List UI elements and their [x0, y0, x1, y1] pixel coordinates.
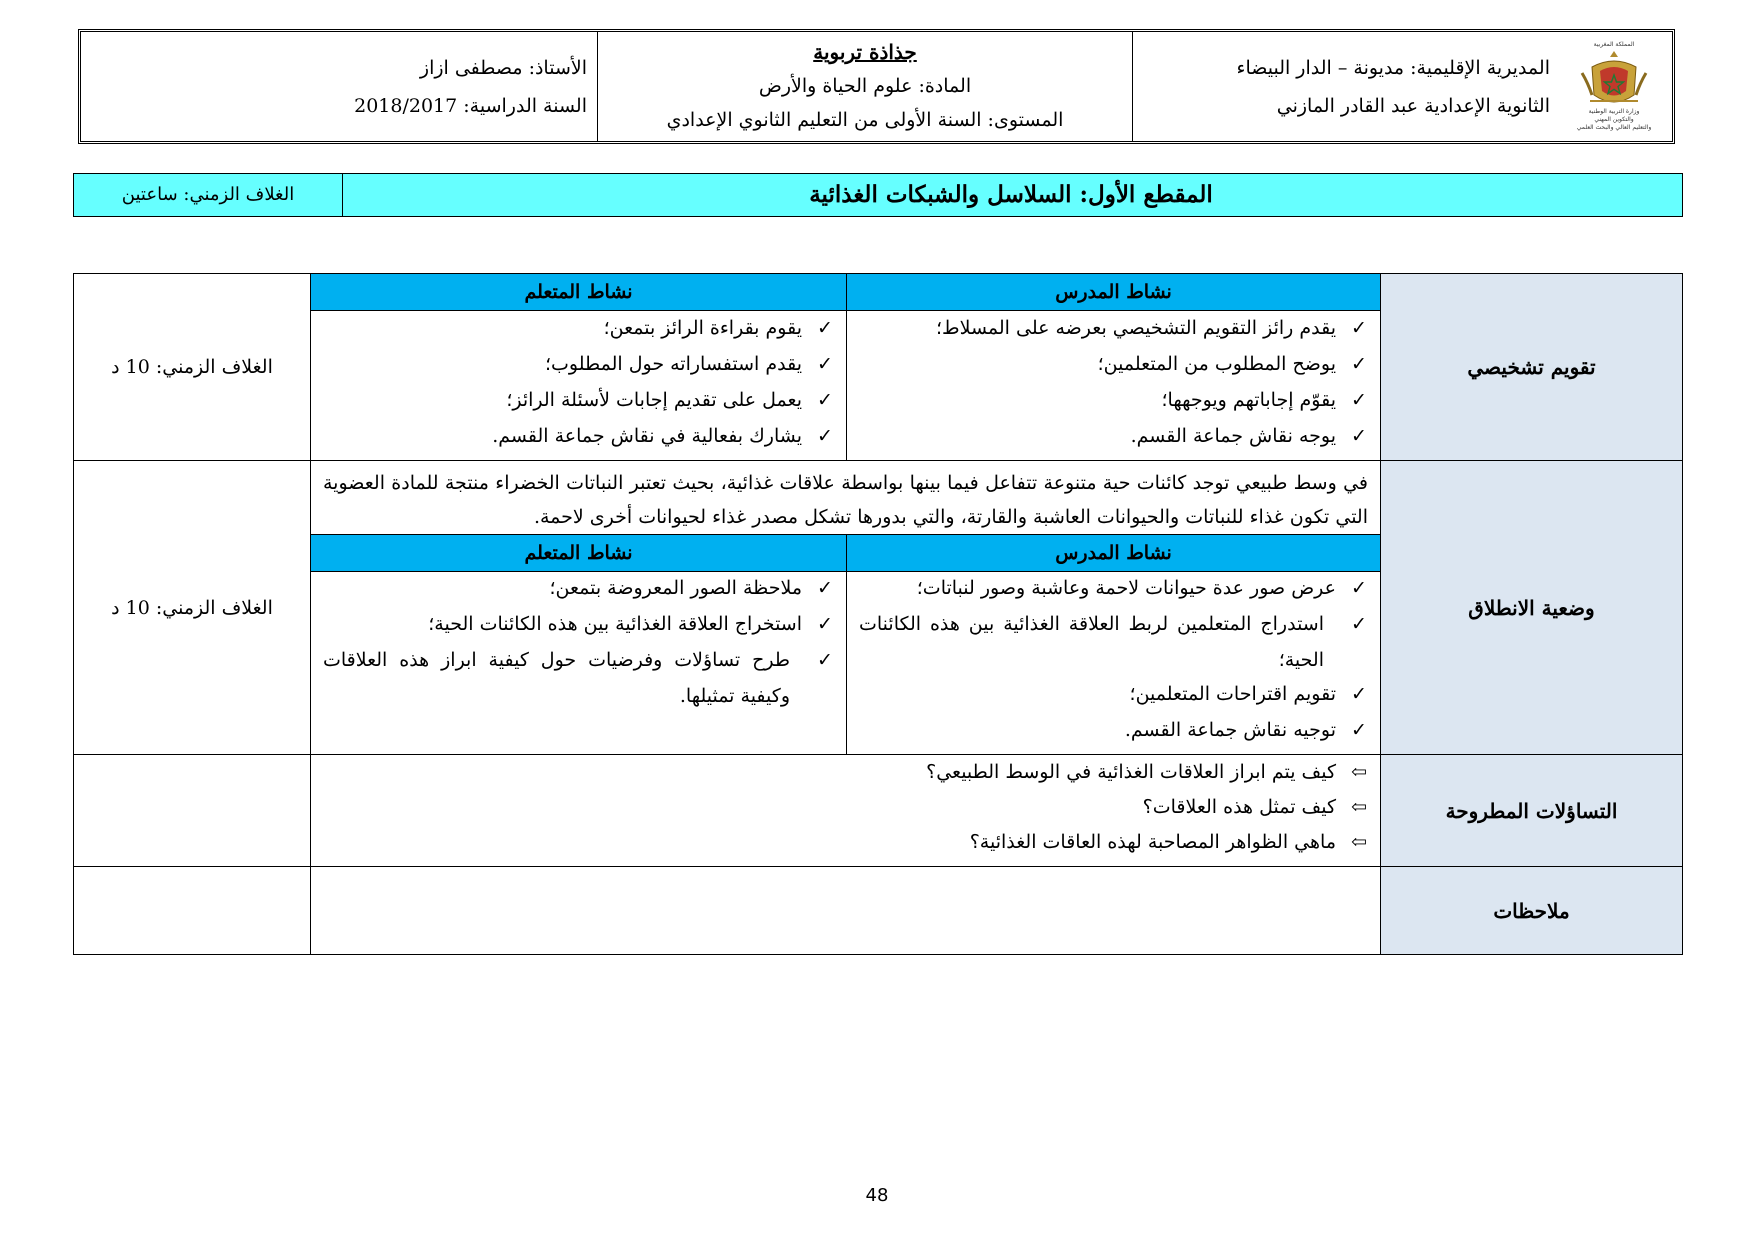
diagnostic-learner-list: [310, 310, 847, 461]
teacher-column-header: نشاط المدرس: [846, 273, 1381, 311]
situation-paragraph: في وسط طبيعي توجد كائنات حية متنوعة تتفاعل فيما بينها بواسطة علاقات غذائية، بحيث تعتبر النباتات الخضراء منتجة للمادة العضوية التي تكون غذاء للنباتات والحيوانات العاشبة والقارتة، والتي بدورها تشكل مصدر غذاء لحيوانات أخرى لاحمة.: [310, 460, 1381, 535]
check-icon: ✓: [1351, 389, 1367, 411]
list-item: [323, 642, 836, 714]
list-item: [323, 353, 836, 375]
questions-list: [310, 754, 1381, 867]
stage-notes: ملاحظات: [1380, 866, 1683, 955]
svg-text:والتكوين المهني: والتكوين المهني: [1594, 116, 1634, 123]
check-icon: ✓: [1351, 425, 1367, 447]
stage-questions: التساؤلات المطروحة: [1380, 754, 1683, 867]
list-item-text: يوضح المطلوب من المتعلمين؛: [1097, 353, 1336, 375]
sequence-duration: الغلاف الزمني: ساعتين: [74, 174, 343, 216]
list-item-text: ملاحظة الصور المعروضة بتمعن؛: [549, 577, 802, 599]
check-icon: ✓: [817, 577, 833, 599]
svg-text:وزارة التربية الوطنية: وزارة التربية الوطنية: [1588, 108, 1640, 115]
teacher-column-header: نشاط المدرس: [846, 534, 1381, 572]
list-item-text: يقوّم إجاباتهم ويوجهها؛: [1161, 389, 1336, 411]
list-item: [859, 425, 1370, 447]
svg-text:المملكة المغربية: المملكة المغربية: [1593, 41, 1635, 48]
check-icon: ✓: [817, 389, 833, 411]
check-icon: ✓: [817, 649, 833, 671]
arrow-left-icon: ⇦: [1351, 831, 1367, 853]
list-item-text: استدراج المتعلمين لربط العلاقة الغذائية بين هذه الكائنات الحية؛: [859, 613, 1324, 671]
check-icon: ✓: [1351, 317, 1367, 339]
launch-learner-list: [310, 571, 847, 755]
list-item: [859, 683, 1370, 705]
document-header: [78, 29, 1675, 144]
notes-duration-empty: [73, 866, 311, 955]
school-year-text: السنة الدراسية: 2018/2017: [354, 95, 587, 117]
list-item-text: ماهي الظواهر المصاحبة لهذه العاقات الغذائية؟: [969, 831, 1336, 853]
check-icon: ✓: [817, 353, 833, 375]
list-item-text: طرح تساؤلات وفرضيات حول كيفية ابراز هذه العلاقات وكيفية تمثيلها.: [323, 649, 790, 707]
list-item: [323, 577, 836, 599]
subject-cell: [597, 32, 1132, 141]
questions-duration-empty: [73, 754, 311, 867]
list-item-text: يقوم بقراءة الرائز بتمعن؛: [603, 317, 802, 339]
list-item: [323, 761, 1370, 783]
learner-column-header: نشاط المتعلم: [310, 534, 847, 572]
list-item: [323, 613, 836, 635]
launch-teacher-list: [846, 571, 1381, 755]
stage-launch: وضعية الانطلاق: [1380, 460, 1683, 755]
list-item-text: توجيه نقاش جماعة القسم.: [1124, 719, 1336, 741]
check-icon: ✓: [817, 317, 833, 339]
arrow-left-icon: ⇦: [1351, 761, 1367, 783]
list-item-text: كيف يتم ابراز العلاقات الغذائية في الوسط الطبيعي؟: [926, 761, 1336, 783]
check-icon: ✓: [817, 425, 833, 447]
sequence-title: المقطع الأول: السلاسل والشبكات الغذائية: [809, 181, 1213, 208]
list-item: [323, 796, 1370, 818]
diagnostic-duration: الغلاف الزمني: 10 د: [73, 273, 311, 461]
check-icon: ✓: [1351, 577, 1367, 599]
check-icon: ✓: [1351, 353, 1367, 375]
school-name-text: الثانوية الإعدادية عبد القادر المازني: [1276, 95, 1550, 117]
list-item: [859, 577, 1370, 599]
list-item: [859, 606, 1370, 678]
check-icon: ✓: [817, 613, 833, 635]
list-item-text: يوجه نقاش جماعة القسم.: [1130, 425, 1336, 447]
list-item: [859, 719, 1370, 741]
directorate-text: المديرية الإقليمية: مديونة – الدار البيضاء: [1236, 57, 1550, 79]
list-item: [859, 353, 1370, 375]
list-item: [859, 389, 1370, 411]
list-item-text: يعمل على تقديم إجابات لأسئلة الرائز؛: [506, 389, 802, 411]
list-item: [323, 831, 1370, 853]
check-icon: ✓: [1351, 613, 1367, 635]
check-icon: ✓: [1351, 683, 1367, 705]
list-item-text: يقدم رائز التقويم التشخيصي بعرضه على المسلاط؛: [936, 317, 1336, 339]
subject-text: المادة: علوم الحياة والأرض: [758, 75, 972, 97]
stage-diagnostic: تقويم تشخيصي: [1380, 273, 1683, 461]
list-item-text: تقويم اقتراحات المتعلمين؛: [1129, 683, 1336, 705]
teacher-cell: [81, 32, 597, 141]
teacher-name-text: الأستاذ: مصطفى ازاز: [419, 57, 587, 79]
list-item: [859, 317, 1370, 339]
launch-duration: الغلاف الزمني: 10 د: [73, 460, 311, 755]
diagnostic-teacher-list: [846, 310, 1381, 461]
list-item-text: استخراج العلاقة الغذائية بين هذه الكائنات الحية؛: [428, 613, 802, 635]
page-number: 48: [865, 1185, 889, 1206]
institution-cell: [1132, 32, 1672, 141]
list-item: [323, 317, 836, 339]
list-item-text: يقدم استفساراته حول المطلوب؛: [544, 353, 802, 375]
list-item: [323, 425, 836, 447]
list-item-text: كيف تمثل هذه العلاقات؟: [1142, 796, 1336, 818]
list-item: [323, 389, 836, 411]
list-item-text: عرض صور عدة حيوانات لاحمة وعاشبة وصور لنباتات؛: [916, 577, 1336, 599]
sheet-title: جذاذة تربوية: [813, 40, 917, 64]
check-icon: ✓: [1351, 719, 1367, 741]
sequence-banner: [73, 173, 1683, 217]
learner-column-header: نشاط المتعلم: [310, 273, 847, 311]
svg-text:والتعليم العالي والبحث العلمي: والتعليم العالي والبحث العلمي: [1576, 124, 1652, 131]
level-text: المستوى: السنة الأولى من التعليم الثانوي الإعدادي: [666, 109, 1064, 131]
list-item-text: يشارك بفعالية في نقاش جماعة القسم.: [492, 425, 802, 447]
coat-of-arms-icon: [1564, 37, 1664, 135]
arrow-left-icon: ⇦: [1351, 796, 1367, 818]
notes-area: [310, 866, 1381, 955]
